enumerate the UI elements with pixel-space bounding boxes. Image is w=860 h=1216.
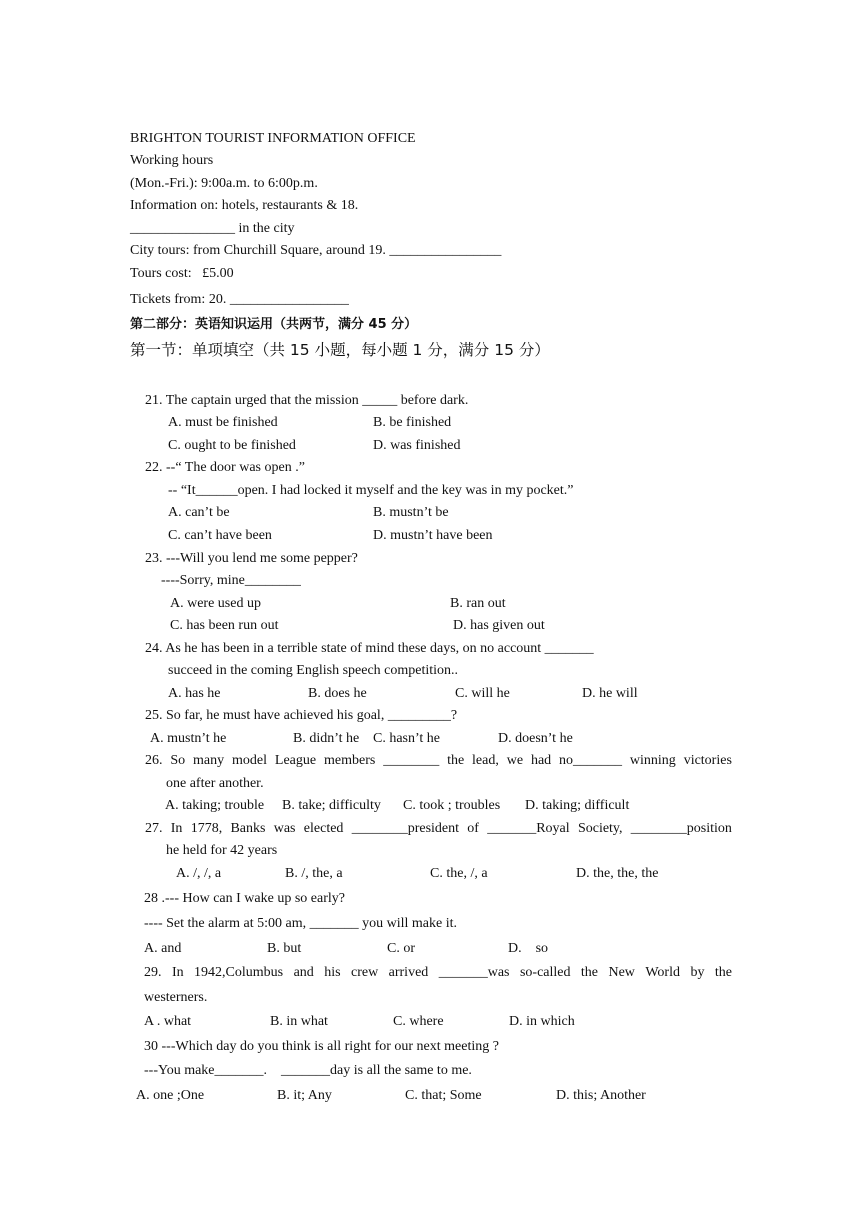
question-29-stem-continued: westerners. — [144, 990, 208, 1005]
q27-word: 27. — [145, 821, 163, 836]
question-27-option-c: C. the, /, a — [430, 866, 488, 881]
q26-word: 26. — [145, 753, 163, 768]
question-29-option-c: C. where — [393, 1014, 444, 1029]
q29-word: the — [714, 965, 732, 980]
question-30-option-d: D. this; Another — [556, 1088, 646, 1103]
q26-word: model — [232, 753, 268, 768]
question-30-stem: 30 ---Which day do you think is all right for our next meeting ? — [144, 1039, 499, 1054]
question-28-stem-continued: ---- Set the alarm at 5:00 am, _______ you will make it. — [144, 916, 457, 931]
q29-word: arrived — [388, 965, 429, 980]
question-27-option-d: D. the, the, the — [576, 866, 659, 881]
question-28-option-b: B. but — [267, 941, 302, 956]
question-29-option-b: B. in what — [270, 1014, 328, 1029]
q29-word: 29. — [144, 965, 162, 980]
q27-word: Society, — [577, 821, 623, 836]
question-21-stem: 21. The captain urged that the mission _____ before dark. — [145, 393, 469, 408]
question-29-option-d: D. in which — [509, 1014, 575, 1029]
section-one-heading: 第一节：单项填空（共 15 小题，每小题 1 分，满分 15 分） — [130, 341, 550, 359]
question-26-stem-continued: one after another. — [166, 776, 264, 791]
q26-word: no_______ — [559, 753, 623, 768]
tourist-office-title: BRIGHTON TOURIST INFORMATION OFFICE — [130, 131, 416, 146]
question-30-stem-continued: ---You make_______. _______day is all the same to me. — [144, 1063, 472, 1078]
q26-word: many — [193, 753, 225, 768]
question-26-option-a: A. taking; trouble — [165, 798, 265, 813]
q29-word: 1942,Columbus — [194, 965, 284, 980]
question-24-option-c: C. will he — [455, 686, 510, 701]
question-26-option-b: B. take; difficulty — [282, 798, 381, 813]
q29-word: by — [690, 965, 705, 980]
question-22-stem-continued: -- “It______open. I had locked it myself and the key was in my pocket.” — [168, 483, 574, 498]
q26-word: winning — [629, 753, 676, 768]
q27-word: of — [467, 821, 479, 836]
question-27-stem — [145, 820, 732, 838]
question-25-option-a: A. mustn’t he — [150, 731, 227, 746]
q27-word: Banks — [230, 821, 266, 836]
question-30-option-b: B. it; Any — [277, 1088, 332, 1103]
q26-word: victories — [683, 753, 732, 768]
blank-18-line: _______________ in the city — [130, 221, 295, 236]
tours-cost-line: Tours cost: £5.00 — [130, 266, 234, 281]
q26-word: the — [447, 753, 465, 768]
question-24-stem: 24. As he has been in a terrible state of mind these days, on no account _______ — [145, 641, 594, 656]
question-25-stem: 25. So far, he must have achieved his goal, _________? — [145, 708, 458, 723]
q29-word: _______was — [438, 965, 510, 980]
question-23-stem: 23. ---Will you lend me some pepper? — [145, 551, 358, 566]
q26-word: League — [274, 753, 317, 768]
question-29-stem — [144, 964, 732, 982]
q29-word: so-called — [519, 965, 571, 980]
question-25-option-c: C. hasn’t he — [373, 731, 441, 746]
q26-word: had — [530, 753, 552, 768]
question-24-option-b: B. does he — [308, 686, 367, 701]
q27-word: In — [170, 821, 183, 836]
question-21-option-d: D. was finished — [373, 438, 461, 453]
question-28-option-d: D. so — [508, 941, 549, 956]
question-24-option-d: D. he will — [582, 686, 638, 701]
part-two-heading: 第二部分：英语知识运用（共两节，满分 45 分） — [130, 317, 418, 332]
q26-word: ________ — [383, 753, 440, 768]
q27-word: _______Royal — [487, 821, 570, 836]
question-25-option-b: B. didn’t he — [293, 731, 360, 746]
question-22-option-b: B. mustn’t be — [373, 505, 449, 520]
question-22-stem: 22. --“ The door was open .” — [145, 460, 305, 475]
question-27-stem-continued: he held for 42 years — [166, 843, 278, 858]
question-21-option-b: B. be finished — [373, 415, 452, 430]
q27-word: 1778, — [190, 821, 223, 836]
question-27-option-b: B. /, the, a — [285, 866, 343, 881]
question-22-option-c: C. can’t have been — [168, 528, 272, 543]
info-line: Information on: hotels, restaurants & 18. — [130, 198, 359, 213]
question-23-option-a: A. were used up — [170, 596, 261, 611]
question-28-stem: 28 .--- How can I wake up so early? — [144, 891, 345, 906]
question-28-option-a: A. and — [144, 941, 182, 956]
q29-word: the — [580, 965, 599, 980]
q27-word: ________president — [351, 821, 460, 836]
question-28-option-c: C. or — [387, 941, 415, 956]
q29-word: In — [171, 965, 184, 980]
question-24-stem-continued: succeed in the coming English speech competition.. — [168, 663, 459, 678]
question-23-stem-continued: ----Sorry, mine________ — [161, 573, 301, 588]
question-23-option-d: D. has given out — [453, 618, 545, 633]
q26-word: we — [506, 753, 524, 768]
q27-word: elected — [303, 821, 344, 836]
question-22-option-a: A. can’t be — [168, 505, 230, 520]
q29-word: crew — [351, 965, 379, 980]
q29-word: and — [293, 965, 314, 980]
question-22-option-d: D. mustn’t have been — [373, 528, 493, 543]
question-25-option-d: D. doesn’t he — [498, 731, 573, 746]
q27-word: ________position — [630, 821, 732, 836]
question-26-stem — [145, 752, 732, 770]
question-26-option-d: D. taking; difficult — [525, 798, 630, 813]
working-hours-label: Working hours — [130, 153, 214, 168]
question-23-option-c: C. has been run out — [170, 618, 279, 633]
q26-word: lead, — [472, 753, 499, 768]
question-21-option-c: C. ought to be finished — [168, 438, 296, 453]
tickets-from-line: Tickets from: 20. _________________ — [130, 292, 349, 307]
q29-word: World — [645, 965, 680, 980]
question-26-option-c: C. took ; troubles — [403, 798, 501, 813]
q29-word: his — [324, 965, 341, 980]
question-27-option-a: A. /, /, a — [176, 866, 222, 881]
city-tours-line: City tours: from Churchill Square, around 19. ________________ — [130, 243, 502, 258]
q26-word: So — [170, 753, 186, 768]
q29-word: New — [608, 965, 635, 980]
question-23-option-b: B. ran out — [450, 596, 506, 611]
question-30-option-c: C. that; Some — [405, 1088, 482, 1103]
question-30-option-a: A. one ;One — [136, 1088, 205, 1103]
question-29-option-a: A . what — [144, 1014, 192, 1029]
q27-word: was — [273, 821, 296, 836]
hours-line: (Mon.-Fri.): 9:00a.m. to 6:00p.m. — [130, 176, 318, 191]
question-21-option-a: A. must be finished — [168, 415, 278, 430]
question-24-option-a: A. has he — [168, 686, 221, 701]
q26-word: members — [323, 753, 376, 768]
